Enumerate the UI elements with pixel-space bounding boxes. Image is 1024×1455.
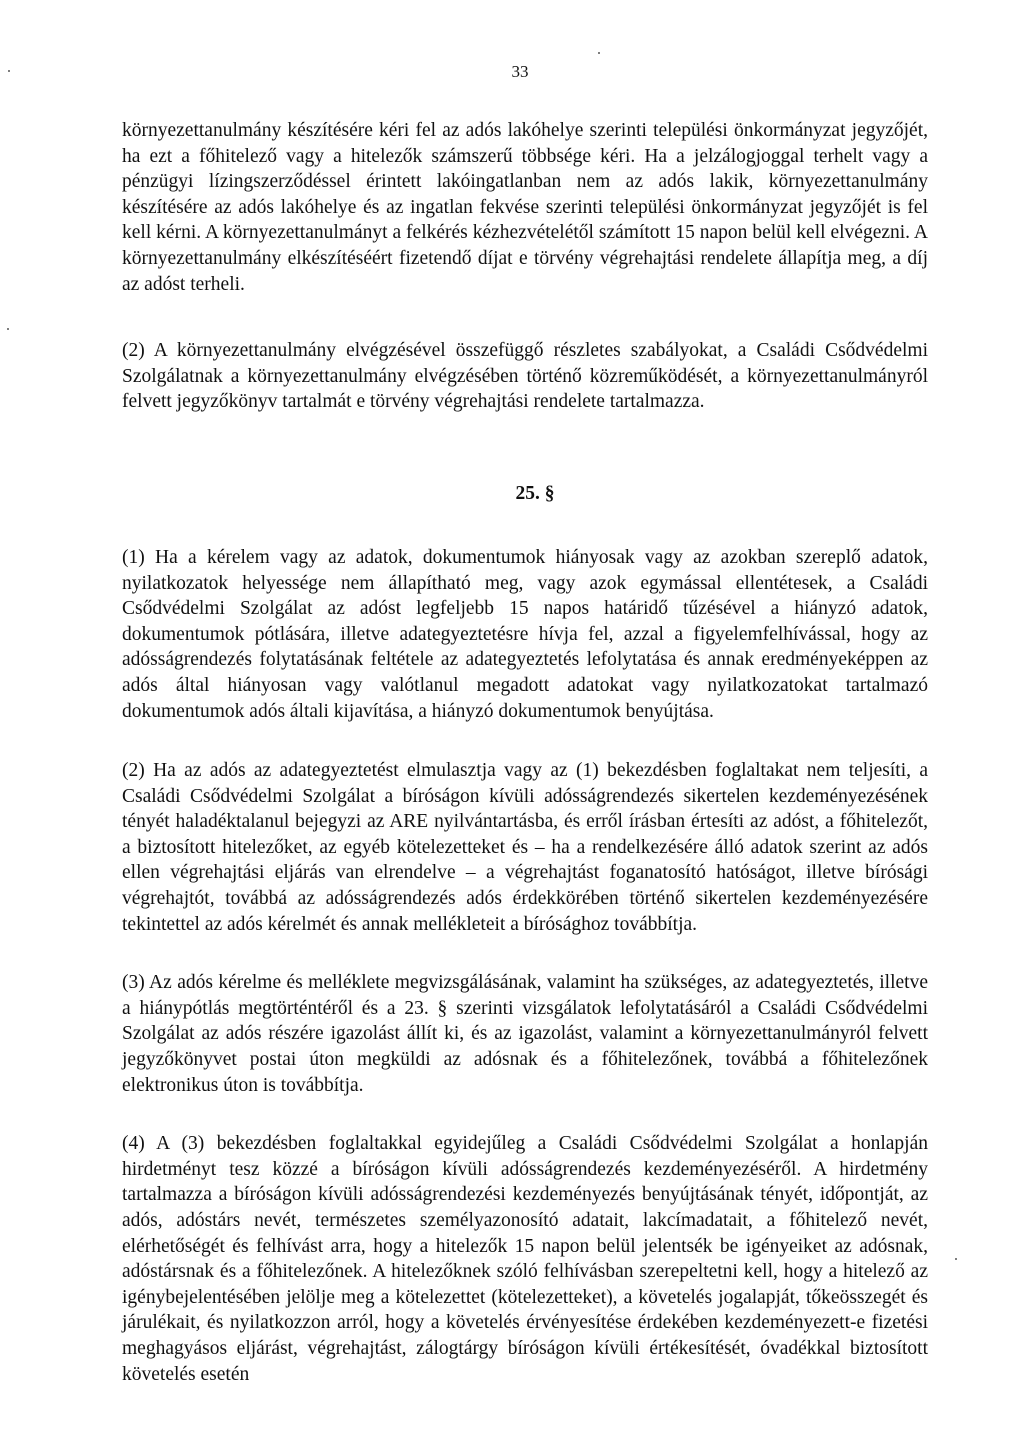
scan-speck [955,1258,957,1260]
scan-speck [8,70,10,72]
paragraph-4: (4) A (3) bekezdésben foglaltakkal egyidejűleg a Családi Csődvédelmi Szolgálat a honlapján hirdetményt tesz közzé a bíróságon kívüli adósságrendezés kezdeményezéséről. A hirdetmény tartalmazza a bíróságon kívüli adósságrendezési kezdeményezés benyújtásának tényét, időpontját, az adós, adóstárs nevét, természetes személyazonosító adatait, lakcímadatait, a főhitelező nevét, elérhetőségét és felhívást arra, hogy a hitelezők 15 napon belül jelentsék be igényeiket az adósnak, adóstársnak és a főhitelezőnek. A hitelezőknek szóló felhívásban szerepeltetni kell, hogy a hitelező az igénybejelentésében jelölje meg a kötelezettet (kötelezetteket), a követelés jogalapját, tőkeösszegét és járulékait, és nyilatkozzon arról, hogy a követelés érvényesítése érdekében kezdeményezett-e fizetési meghagyásos eljárást, végrehajtást, zálogtárgy bíróságon kívüli értékesítését, óvadékkal biztosított követelés esetén [122,1133,928,1385]
scan-speck [7,328,9,330]
document-body [122,118,928,1387]
scan-speck [598,52,600,54]
paragraph-2-environmental-study: (2) A környezettanulmány elvégzésével összefüggő részletes szabályokat, a Családi Csődvédelmi Szolgálatnak a környezettanulmány elvégzésében történő közreműködését, a környezettanulmányról felvett jegyzőkönyv tartalmát e törvény végrehajtási rendelete tartalmazza. [122,340,928,413]
paragraph-intro: környezettanulmány készítésére kéri fel az adós lakóhelye szerinti települési önkormányzat jegyzőjét, ha ezt a főhitelező vagy a hitelezők számszerű többsége kéri. Ha a jelzálogjoggal terhelt vagy a pénzügyi lízingszerződéssel érintett lakóingatlanban nem az adós lakik, környezettanulmány készítésére az adós lakóhelye és az ingatlan fekvése szerinti települési önkormányzat jegyzőjét is fel kell kérni. A környezettanulmányt a felkérés kézhezvételétől számított 15 napon belül kell elvégezni. A környezettanulmány elkészítéséért fizetendő díjat e törvény végrehajtási rendelete állapítja meg, a díj az adóst terheli. [122,120,928,295]
paragraph-1: (1) Ha a kérelem vagy az adatok, dokumentumok hiányosak vagy az azokban szereplő adatok, nyilatkozatok helyessége nem állapítható meg, vagy azok egymással ellentétesek, a Családi Csődvédelmi Szolgálat az adóst legfeljebb 15 napos határidő tűzésével a hiányzó adatok, dokumentumok pótlására, illetve adategyeztetésre hívja fel, azzal a figyelemfelhívással, hogy az adósságrendezés folytatásának feltétele az adategyeztetés lefolytatása és annak eredményeképpen az adós által hiányosan vagy valótlanul megadott adatokat vagy nyilatkozatokat tartalmazó dokumentumok adós általi kijavítása, a hiányzó dokumentumok benyújtása. [122,546,928,722]
page-number: 33 [511,62,529,81]
paragraph-2: (2) Ha az adós az adategyeztetést elmulasztja vagy az (1) bekezdésben foglaltakat nem teljesíti, a Családi Csődvédelmi Szolgálat a bíróságon kívüli adósságrendezés sikertelen kezdeményezésének tényét haladéktalanul bejegyzi az ARE nyilvántartásba, és erről írásban értesíti az adóst, a főhitelezőt, a biztosított hitelezőket, az egyéb kötelezetteket és – ha a rendelkezésére álló adatok szerint az adós ellen végrehajtási eljárás van elrendelve – a végrehajtást foganatosító hatóságot, illetve bírósági végrehajtót, továbbá az adósságrendezés adós érdekkörében történő sikertelen kezdeményezésére tekintettel az adós kérelmét és annak mellékleteit a bírósághoz továbbítja. [122,760,928,935]
section-heading: 25. § [515,482,555,504]
paragraph-3: (3) Az adós kérelme és melléklete megvizsgálásának, valamint ha szükséges, az adategyeztetés, illetve a hiánypótlás megtörténtéről és a 23. § szerinti vizsgálatok lefolytatásáról a Családi Csődvédelmi Szolgálat az adós részére igazolást állít ki, és az igazolást, valamint a környezettanulmányról felvett jegyzőkönyvet postai úton megküldi az adósnak és a főhitelezőnek, továbbá a főhitelezőnek elektronikus úton is továbbítja. [122,972,928,1096]
